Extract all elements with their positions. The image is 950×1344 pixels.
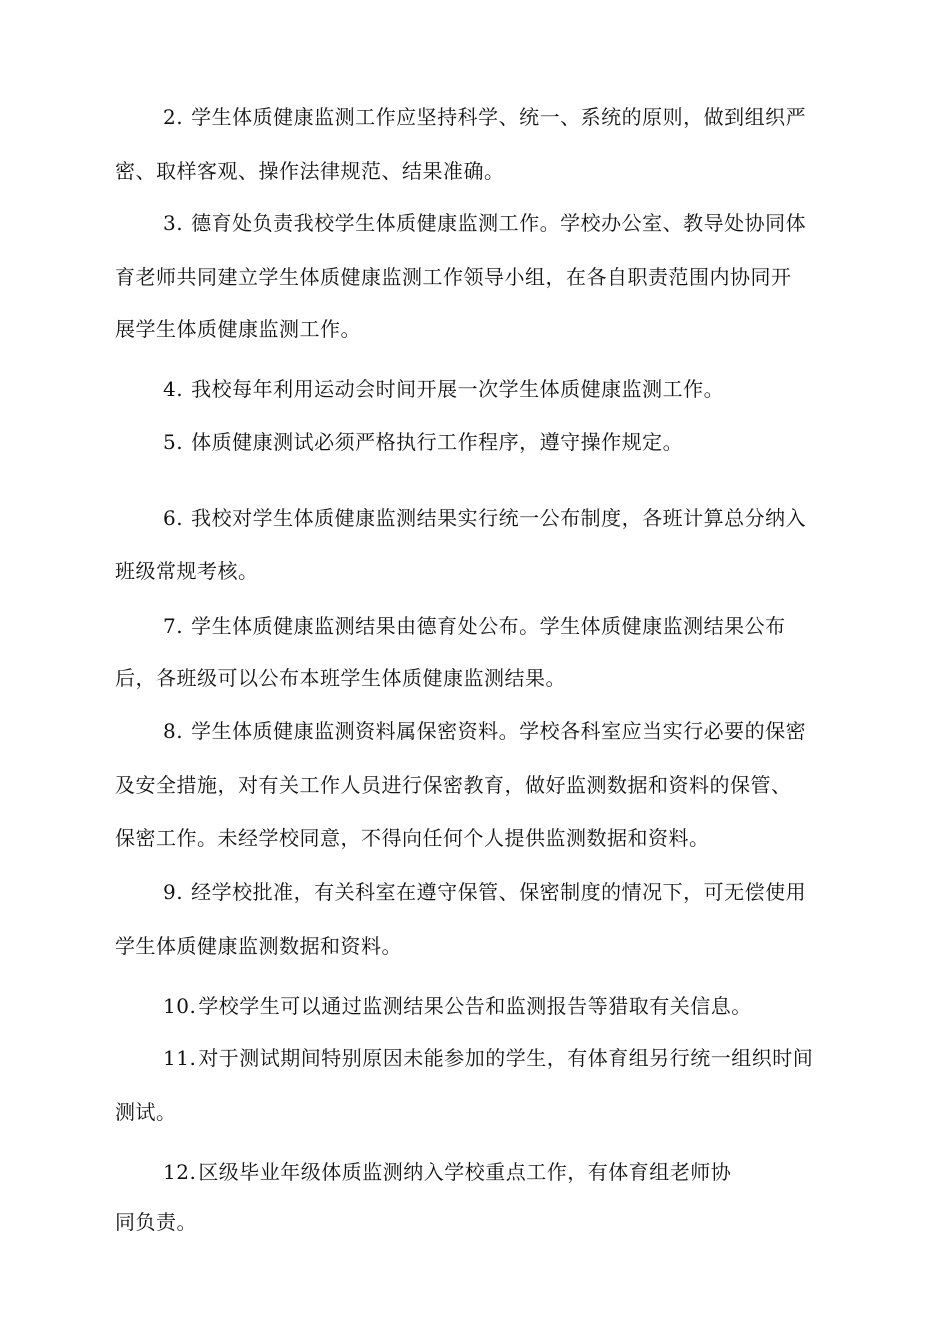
item-number: 12. [163, 1160, 197, 1184]
paragraph-line: 10. 学校学生可以通过监测结果公告和监测报告等猎取有关信息。 [163, 994, 752, 1018]
paragraph-line: 后，各班级可以公布本班学生体质健康监测结果。 [115, 666, 566, 690]
paragraph-line: 3. 德育处负责我校学生体质健康监测工作。学校办公室、教导处协同体 [163, 211, 807, 235]
paragraph-line: 同负责。 [115, 1210, 197, 1234]
paragraph-line: 及安全措施，对有关工作人员进行保密教育，做好监测数据和资料的保管、 [115, 773, 792, 797]
paragraph-line: 测试。 [115, 1100, 177, 1124]
paragraph-line: 学生体质健康监测数据和资料。 [115, 934, 402, 958]
item-number: 5. [163, 430, 184, 454]
item-number: 11. [163, 1046, 197, 1070]
item-number: 3. [163, 211, 184, 235]
paragraph-line: 11. 对于测试期间特别原因未能参加的学生，有体育组另行统一组织时间 [163, 1046, 814, 1070]
paragraph-line: 密、取样客观、操作法律规范、结果准确。 [115, 159, 505, 183]
item-number: 10. [163, 994, 197, 1018]
paragraph-line: 2. 学生体质健康监测工作应坚持科学、统一、系统的原则，做到组织严 [163, 105, 807, 129]
item-number: 9. [163, 880, 184, 904]
paragraph-line: 展学生体质健康监测工作。 [115, 317, 361, 341]
item-number: 8. [163, 719, 184, 743]
paragraph-line: 7. 学生体质健康监测结果由德育处公布。学生体质健康监测结果公布 [163, 614, 786, 638]
item-number: 2. [163, 105, 184, 129]
item-number: 7. [163, 614, 184, 638]
item-number: 6. [163, 506, 184, 530]
paragraph-line: 6. 我校对学生体质健康监测结果实行统一公布制度，各班计算总分纳入 [163, 506, 807, 530]
paragraph-line: 育老师共同建立学生体质健康监测工作领导小组，在各自职责范围内协同开 [115, 265, 792, 289]
paragraph-line: 8. 学生体质健康监测资料属保密资料。学校各科室应当实行必要的保密 [163, 719, 807, 743]
paragraph-line: 保密工作。未经学校同意，不得向任何个人提供监测数据和资料。 [115, 826, 710, 850]
paragraph-line: 9. 经学校批准，有关科室在遵守保管、保密制度的情况下，可无偿使用 [163, 880, 807, 904]
paragraph-line: 班级常规考核。 [115, 559, 259, 583]
paragraph-line: 5. 体质健康测试必须严格执行工作程序，遵守操作规定。 [163, 430, 684, 454]
paragraph-line: 12. 区级毕业年级体质监测纳入学校重点工作，有体育组老师协 [163, 1160, 732, 1184]
paragraph-line: 4. 我校每年利用运动会时间开展一次学生体质健康监测工作。 [163, 377, 725, 401]
item-number: 4. [163, 377, 184, 401]
